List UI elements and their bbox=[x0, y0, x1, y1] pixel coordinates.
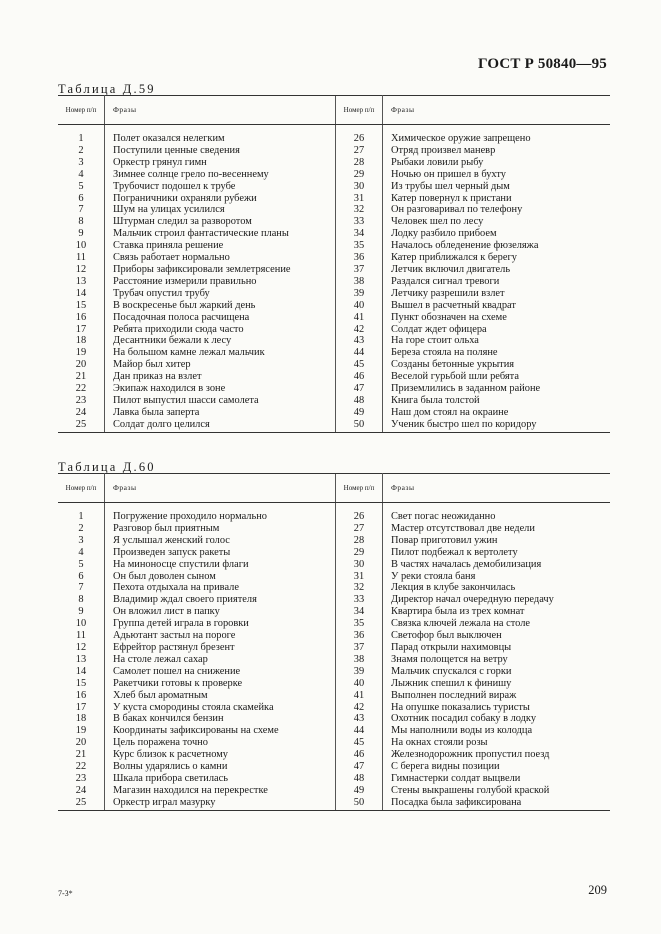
row-number: 34 bbox=[336, 228, 383, 240]
row-number: 40 bbox=[336, 300, 383, 312]
row-phrase: Полет оказался нелегким bbox=[113, 133, 225, 144]
table-row bbox=[58, 761, 610, 773]
row-number: 30 bbox=[336, 181, 383, 193]
row-number: 41 bbox=[336, 312, 383, 324]
row-number: 3 bbox=[58, 535, 105, 547]
table-row bbox=[58, 725, 610, 737]
row-number: 15 bbox=[58, 300, 105, 312]
row-number: 25 bbox=[58, 419, 105, 432]
row-phrase: Штурман следил за разворотом bbox=[113, 216, 252, 228]
table-row bbox=[58, 300, 610, 312]
row-phrase: Книга была толстой bbox=[391, 394, 480, 406]
table-row bbox=[58, 157, 610, 169]
row-number: 29 bbox=[336, 169, 383, 181]
row-phrase: Он разговаривал по телефону bbox=[391, 204, 523, 216]
table-row bbox=[58, 690, 610, 702]
row-number: 11 bbox=[58, 630, 105, 642]
row-phrase: В баках кончился бензин bbox=[113, 713, 224, 725]
table-row bbox=[58, 630, 610, 642]
row-phrase: Я услышал женский голос bbox=[113, 534, 230, 546]
row-phrase: Приземлились в заданном районе bbox=[391, 383, 541, 395]
row-number: 44 bbox=[336, 725, 383, 737]
row-number: 27 bbox=[336, 145, 383, 157]
row-phrase: Ученик быстро шел по коридору bbox=[383, 419, 611, 432]
row-phrase: Ребята приходили сюда часто bbox=[113, 323, 244, 335]
row-number: 46 bbox=[336, 749, 383, 761]
row-number: 6 bbox=[58, 571, 105, 583]
row-phrase: Веселой гурьбой шли ребята bbox=[391, 371, 519, 383]
row-phrase: Погружение проходило нормально bbox=[113, 511, 267, 522]
row-number: 42 bbox=[336, 702, 383, 714]
table-row bbox=[58, 749, 610, 761]
col-header-number: Номер п/п bbox=[58, 474, 105, 503]
table-row bbox=[58, 666, 610, 678]
row-number: 17 bbox=[58, 324, 105, 336]
document-code: ГОСТ Р 50840—95 bbox=[477, 56, 607, 72]
row-phrase: Выполнен последний вираж bbox=[391, 689, 517, 701]
row-number: 42 bbox=[336, 324, 383, 336]
table-row bbox=[58, 125, 610, 145]
row-phrase: Магазин находился на перекрестке bbox=[113, 784, 268, 796]
row-phrase: Солдат ждет офицера bbox=[391, 323, 487, 335]
table-row bbox=[58, 713, 610, 725]
col-header-phrases: Фразы bbox=[105, 96, 336, 125]
row-number: 23 bbox=[58, 773, 105, 785]
row-number: 38 bbox=[336, 276, 383, 288]
row-phrase: Оркестр играл мазурку bbox=[105, 797, 336, 810]
row-phrase: Парад открыли нахимовцы bbox=[391, 641, 512, 653]
col-header-number: Номер п/п bbox=[58, 96, 105, 125]
row-number: 40 bbox=[336, 678, 383, 690]
row-number: 9 bbox=[58, 606, 105, 618]
row-phrase: Самолет пошел на снижение bbox=[113, 665, 241, 677]
row-number: 39 bbox=[336, 666, 383, 678]
table-row bbox=[58, 785, 610, 797]
row-phrase: Шкала прибора светилась bbox=[113, 772, 228, 784]
row-phrase: Группа детей играла в горовки bbox=[113, 618, 249, 630]
row-number: 25 bbox=[58, 797, 105, 810]
row-number: 43 bbox=[336, 713, 383, 725]
row-number: 1 bbox=[58, 503, 105, 523]
row-number: 26 bbox=[336, 503, 383, 523]
row-phrase: Лыжник спешил к финишу bbox=[391, 677, 512, 689]
row-number: 28 bbox=[336, 157, 383, 169]
row-phrase: Пункт обозначен на схеме bbox=[391, 311, 507, 323]
row-number: 2 bbox=[58, 145, 105, 157]
table-row bbox=[58, 582, 610, 594]
row-phrase: Отряд произвел маневр bbox=[391, 144, 496, 156]
row-phrase: Произведен запуск ракеты bbox=[113, 546, 231, 558]
row-number: 6 bbox=[58, 193, 105, 205]
row-number: 7 bbox=[58, 204, 105, 216]
row-phrase: Началось обледенение фюзеляжа bbox=[391, 240, 539, 252]
row-phrase: Катер приближался к берегу bbox=[391, 252, 517, 264]
row-phrase: На миноносце спустили флаги bbox=[113, 558, 249, 570]
row-phrase: На горе стоит ольха bbox=[391, 335, 479, 347]
row-number: 30 bbox=[336, 559, 383, 571]
row-phrase: Хлеб был ароматным bbox=[113, 689, 208, 701]
table-row bbox=[58, 407, 610, 419]
row-number: 14 bbox=[58, 288, 105, 300]
row-number: 28 bbox=[336, 535, 383, 547]
row-phrase: Ракетчики готовы к проверке bbox=[113, 677, 243, 689]
row-phrase: Дан приказ на взлет bbox=[113, 371, 202, 383]
row-number: 12 bbox=[58, 264, 105, 276]
table-row bbox=[58, 240, 610, 252]
table-row bbox=[58, 523, 610, 535]
table-row bbox=[58, 678, 610, 690]
table-row bbox=[58, 288, 610, 300]
row-number: 35 bbox=[336, 240, 383, 252]
row-phrase: Лавка была заперта bbox=[113, 406, 200, 418]
row-number: 44 bbox=[336, 347, 383, 359]
row-number: 7 bbox=[58, 582, 105, 594]
table-row bbox=[58, 395, 610, 407]
row-number: 13 bbox=[58, 654, 105, 666]
table-row bbox=[58, 383, 610, 395]
row-number: 19 bbox=[58, 347, 105, 359]
row-phrase: Оркестр грянул гимн bbox=[113, 156, 207, 168]
row-phrase: Гимнастерки солдат выцвели bbox=[391, 772, 521, 784]
row-number: 43 bbox=[336, 335, 383, 347]
row-phrase: Десантники бежали к лесу bbox=[113, 335, 232, 347]
row-phrase: Пехота отдыхала на привале bbox=[113, 582, 239, 594]
row-number: 11 bbox=[58, 252, 105, 264]
row-phrase: Поступили ценные сведения bbox=[113, 144, 240, 156]
row-phrase: Ночью он пришел в бухту bbox=[391, 168, 506, 180]
table-d60 bbox=[58, 473, 610, 811]
table-row bbox=[58, 228, 610, 240]
row-phrase: Пилот подбежал к вертолету bbox=[391, 546, 518, 558]
row-phrase: Связь работает нормально bbox=[113, 252, 230, 264]
row-phrase: Человек шел по лесу bbox=[391, 216, 484, 228]
row-number: 4 bbox=[58, 547, 105, 559]
table-row bbox=[58, 618, 610, 630]
row-phrase: Береза стояла на поляне bbox=[391, 347, 498, 359]
row-phrase: Лодку разбило прибоем bbox=[391, 228, 497, 240]
row-number: 47 bbox=[336, 383, 383, 395]
row-phrase: Зимнее солнце грело по-весеннему bbox=[113, 168, 269, 180]
row-phrase: Стены выкрашены голубой краской bbox=[391, 784, 550, 796]
row-number: 17 bbox=[58, 702, 105, 714]
row-phrase: С берега видны позиции bbox=[391, 761, 500, 773]
table-row bbox=[58, 559, 610, 571]
row-number: 36 bbox=[336, 252, 383, 264]
row-phrase: Разговор был приятным bbox=[113, 522, 220, 534]
row-phrase: Наш дом стоял на окраине bbox=[391, 406, 509, 418]
row-number: 47 bbox=[336, 761, 383, 773]
row-number: 45 bbox=[336, 737, 383, 749]
page-number: 209 bbox=[588, 883, 607, 897]
table-row bbox=[58, 145, 610, 157]
row-phrase: У куста смородины стояла скамейка bbox=[113, 701, 274, 713]
row-phrase: Из трубы шел черный дым bbox=[391, 180, 510, 192]
row-number: 27 bbox=[336, 523, 383, 535]
row-phrase: Адьютант застыл на пороге bbox=[113, 630, 236, 642]
row-phrase: Квартира была из трех комнат bbox=[391, 606, 525, 618]
row-number: 5 bbox=[58, 559, 105, 571]
row-number: 16 bbox=[58, 690, 105, 702]
row-number: 26 bbox=[336, 125, 383, 145]
row-phrase: Светофор был выключен bbox=[391, 630, 502, 642]
col-header-phrases: Фразы bbox=[105, 474, 336, 503]
table-d59 bbox=[58, 95, 610, 433]
table-row bbox=[58, 702, 610, 714]
row-number: 18 bbox=[58, 335, 105, 347]
row-number: 32 bbox=[336, 204, 383, 216]
table-d60-caption: Таблица Д.60 bbox=[58, 460, 156, 474]
row-phrase: Катер повернул к пристани bbox=[391, 192, 512, 204]
row-number: 21 bbox=[58, 749, 105, 761]
row-number: 29 bbox=[336, 547, 383, 559]
row-number: 46 bbox=[336, 371, 383, 383]
row-phrase: Владимир ждал своего приятеля bbox=[113, 594, 257, 606]
row-number: 3 bbox=[58, 157, 105, 169]
table-row bbox=[58, 276, 610, 288]
col-header-phrases: Фразы bbox=[383, 474, 611, 503]
table-row bbox=[58, 547, 610, 559]
row-phrase: Летчику разрешили взлет bbox=[391, 287, 505, 299]
footer-mark: 7-3* bbox=[58, 889, 73, 898]
table-row bbox=[58, 797, 610, 810]
row-number: 39 bbox=[336, 288, 383, 300]
row-number: 33 bbox=[336, 594, 383, 606]
row-phrase: Свет погас неожиданно bbox=[391, 511, 496, 522]
table-row bbox=[58, 606, 610, 618]
row-phrase: Шум на улицах усилился bbox=[113, 204, 225, 216]
row-number: 50 bbox=[336, 419, 383, 432]
table-d59-caption: Таблица Д.59 bbox=[58, 82, 156, 96]
row-phrase: Координаты зафиксированы на схеме bbox=[113, 725, 279, 737]
row-phrase: Рыбаки ловили рыбу bbox=[391, 156, 484, 168]
row-phrase: Мальчик строил фантастические планы bbox=[113, 228, 289, 240]
row-number: 9 bbox=[58, 228, 105, 240]
row-phrase: Курс близок к расчетному bbox=[113, 749, 228, 761]
table-row bbox=[58, 773, 610, 785]
row-number: 22 bbox=[58, 383, 105, 395]
row-phrase: Пограничники охраняли рубежи bbox=[113, 192, 257, 204]
row-phrase: Посадочная полоса расчищена bbox=[113, 311, 250, 323]
row-number: 21 bbox=[58, 371, 105, 383]
row-phrase: На опушке показались туристы bbox=[391, 701, 530, 713]
table-row bbox=[58, 594, 610, 606]
row-phrase: Трубач опустил трубу bbox=[113, 287, 210, 299]
row-phrase: Цель поражена точно bbox=[113, 737, 208, 749]
row-phrase: Химическое оружие запрещено bbox=[391, 133, 531, 144]
row-number: 34 bbox=[336, 606, 383, 618]
table-row bbox=[58, 347, 610, 359]
row-number: 15 bbox=[58, 678, 105, 690]
row-phrase: Экипаж находился в зоне bbox=[113, 383, 226, 395]
row-number: 12 bbox=[58, 642, 105, 654]
row-number: 24 bbox=[58, 407, 105, 419]
row-phrase: Посадка была зафиксирована bbox=[383, 797, 611, 810]
row-phrase: Солдат долго целился bbox=[105, 419, 336, 432]
table-row bbox=[58, 335, 610, 347]
row-phrase: Лекция в клубе закончилась bbox=[391, 582, 516, 594]
table-row bbox=[58, 193, 610, 205]
row-number: 13 bbox=[58, 276, 105, 288]
row-number: 31 bbox=[336, 193, 383, 205]
table-row bbox=[58, 642, 610, 654]
row-number: 41 bbox=[336, 690, 383, 702]
row-phrase: Ефрейтор растянул брезент bbox=[113, 641, 235, 653]
row-number: 19 bbox=[58, 725, 105, 737]
row-phrase: Пилот выпустил шасси самолета bbox=[113, 394, 259, 406]
row-number: 35 bbox=[336, 618, 383, 630]
row-number: 2 bbox=[58, 523, 105, 535]
row-phrase: Он вложил лист в папку bbox=[113, 606, 220, 618]
row-number: 37 bbox=[336, 642, 383, 654]
table-row bbox=[58, 503, 610, 523]
row-number: 1 bbox=[58, 125, 105, 145]
table-row bbox=[58, 737, 610, 749]
row-phrase: Он был доволен сыном bbox=[113, 570, 216, 582]
row-phrase: Связка ключей лежала на столе bbox=[391, 618, 530, 630]
row-phrase: Знамя полощется на ветру bbox=[391, 653, 508, 665]
row-number: 32 bbox=[336, 582, 383, 594]
row-number: 37 bbox=[336, 264, 383, 276]
row-number: 8 bbox=[58, 216, 105, 228]
col-header-phrases: Фразы bbox=[383, 96, 611, 125]
row-number: 10 bbox=[58, 618, 105, 630]
row-number: 22 bbox=[58, 761, 105, 773]
table-row bbox=[58, 419, 610, 432]
col-header-number: Номер п/п bbox=[336, 474, 383, 503]
row-phrase: Созданы бетонные укрытия bbox=[391, 359, 515, 371]
row-number: 24 bbox=[58, 785, 105, 797]
row-number: 4 bbox=[58, 169, 105, 181]
table-row bbox=[58, 264, 610, 276]
row-phrase: На окнах стояли розы bbox=[391, 737, 488, 749]
row-number: 48 bbox=[336, 395, 383, 407]
row-phrase: В воскресенье был жаркий день bbox=[113, 299, 256, 311]
table-row bbox=[58, 324, 610, 336]
row-number: 16 bbox=[58, 312, 105, 324]
table-row bbox=[58, 216, 610, 228]
table-row bbox=[58, 535, 610, 547]
row-number: 33 bbox=[336, 216, 383, 228]
table-row bbox=[58, 654, 610, 666]
row-phrase: На столе лежал сахар bbox=[113, 653, 208, 665]
row-number: 10 bbox=[58, 240, 105, 252]
row-number: 18 bbox=[58, 713, 105, 725]
row-phrase: Волны ударялись о камни bbox=[113, 761, 228, 773]
row-phrase: В частях началась демобилизация bbox=[391, 558, 542, 570]
table-row bbox=[58, 571, 610, 583]
table-row bbox=[58, 204, 610, 216]
col-header-number: Номер п/п bbox=[336, 96, 383, 125]
row-number: 8 bbox=[58, 594, 105, 606]
row-phrase: Повар приготовил ужин bbox=[391, 534, 498, 546]
row-number: 45 bbox=[336, 359, 383, 371]
row-phrase: Ставка приняла решение bbox=[113, 240, 224, 252]
row-number: 14 bbox=[58, 666, 105, 678]
row-number: 20 bbox=[58, 359, 105, 371]
row-phrase: Раздался сигнал тревоги bbox=[391, 275, 500, 287]
row-phrase: Мастер отсутствовал две недели bbox=[391, 522, 535, 534]
row-phrase: У реки стояла баня bbox=[391, 570, 476, 582]
row-phrase: Мальчик спускался с горки bbox=[391, 665, 512, 677]
table-row bbox=[58, 252, 610, 264]
table-row bbox=[58, 371, 610, 383]
table-row bbox=[58, 181, 610, 193]
row-number: 49 bbox=[336, 785, 383, 797]
row-number: 31 bbox=[336, 571, 383, 583]
row-number: 5 bbox=[58, 181, 105, 193]
table-row bbox=[58, 359, 610, 371]
row-phrase: Директор начал очередную передачу bbox=[391, 594, 554, 606]
row-number: 49 bbox=[336, 407, 383, 419]
row-phrase: Вышел в расчетный квадрат bbox=[391, 299, 516, 311]
row-phrase: На большом камне лежал мальчик bbox=[113, 347, 265, 359]
row-phrase: Приборы зафиксировали землетрясение bbox=[113, 263, 291, 275]
row-phrase: Охотник посадил собаку в лодку bbox=[391, 713, 537, 725]
table-row bbox=[58, 169, 610, 181]
row-number: 20 bbox=[58, 737, 105, 749]
row-phrase: Летчик включил двигатель bbox=[391, 263, 511, 275]
table-row bbox=[58, 312, 610, 324]
row-phrase: Железнодорожник пропустил поезд bbox=[391, 749, 550, 761]
row-number: 38 bbox=[336, 654, 383, 666]
row-number: 48 bbox=[336, 773, 383, 785]
row-phrase: Майор был хитер bbox=[113, 359, 191, 371]
row-number: 50 bbox=[336, 797, 383, 810]
row-phrase: Расстояние измерили правильно bbox=[113, 275, 257, 287]
row-phrase: Мы наполнили воды из колодца bbox=[391, 725, 533, 737]
row-number: 36 bbox=[336, 630, 383, 642]
row-number: 23 bbox=[58, 395, 105, 407]
row-phrase: Трубочист подошел к трубе bbox=[113, 180, 236, 192]
